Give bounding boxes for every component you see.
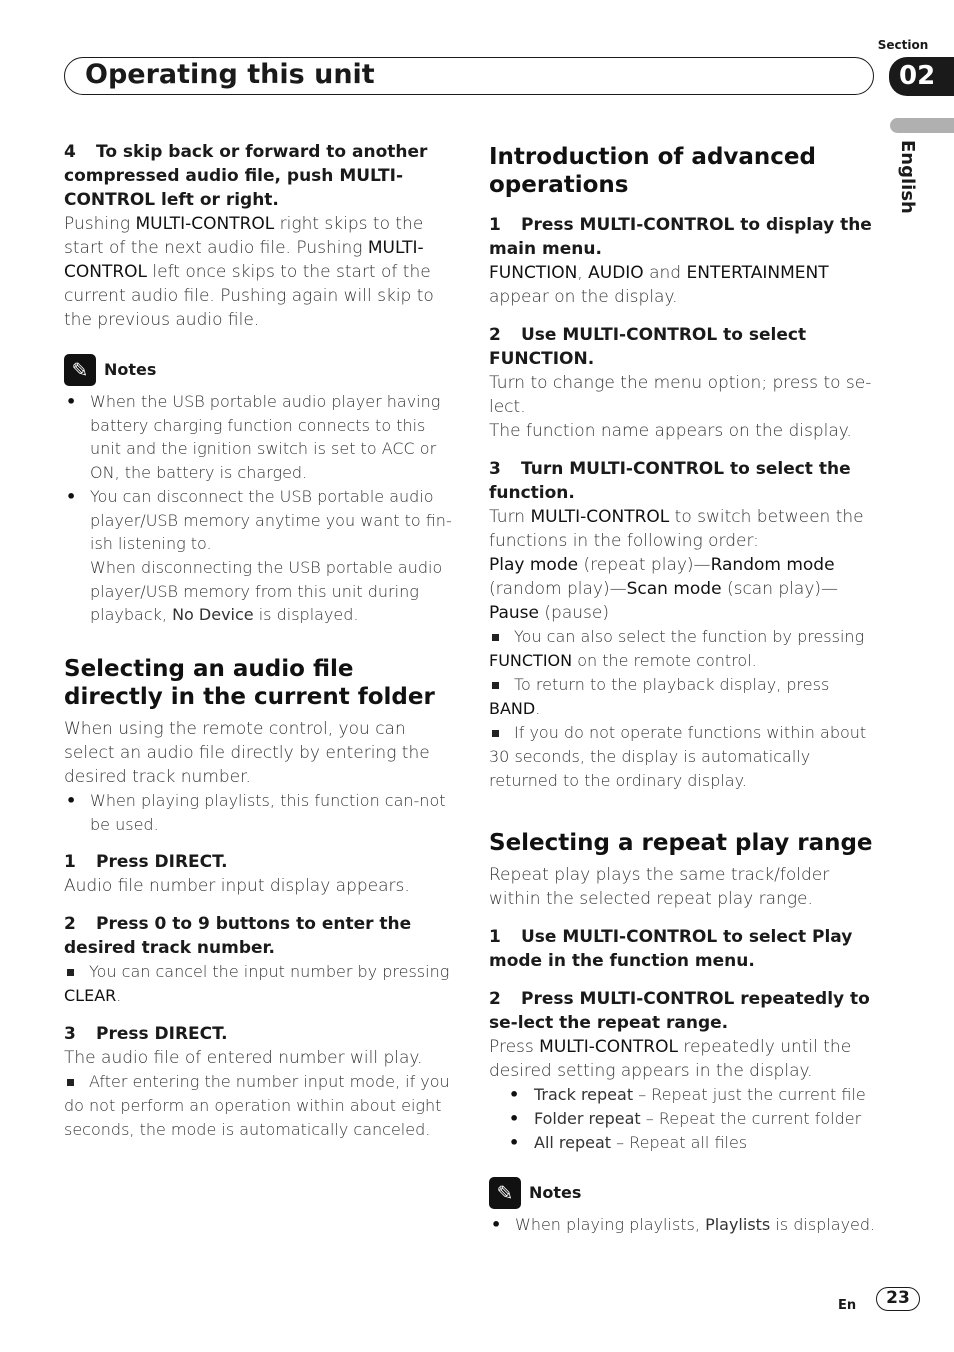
- bold-term: BAND: [489, 699, 536, 718]
- step-number: 3: [489, 459, 501, 479]
- intro-bullet: • When playing playlists, this function can-not be used.: [64, 789, 454, 836]
- step-3-note: [489, 625, 879, 673]
- step-1-body: [489, 261, 879, 309]
- step-text: Use MULTI-CONTROL to select FUNCTION.: [489, 325, 807, 369]
- text-run: is displayed.: [770, 1215, 876, 1234]
- text-run: left once skips to the start of the current audio file. Pushing again will skip to the previous audio file.: [64, 262, 434, 330]
- section-intro: Repeat play plays the same track/folder within the selected repeat play range.: [489, 865, 830, 909]
- step-1-body: Audio file number input display appears.: [64, 876, 410, 897]
- option-desc: – Repeat all files: [611, 1133, 748, 1152]
- step-2: [64, 912, 454, 960]
- step-1: [489, 925, 879, 973]
- text-run: (scan play)—: [721, 579, 839, 599]
- bold-term: Scan mode: [626, 579, 722, 599]
- option-desc: – Repeat just the current file: [633, 1085, 866, 1104]
- text-run: Turn: [489, 507, 531, 527]
- repeat-option: [489, 1083, 879, 1107]
- title-bar: [64, 57, 874, 95]
- text-run: (random play)—: [489, 579, 627, 599]
- step-2-body: Turn to change the menu option; press to se-lect.: [489, 373, 872, 417]
- step-2-body: [489, 1035, 879, 1083]
- bold-term: MULTI-CONTROL: [530, 507, 670, 527]
- text-run: repeatedly until the desired setting appears in the display.: [489, 1037, 852, 1081]
- text-run: To return to the playback display, press: [514, 675, 830, 694]
- language-label: English: [897, 140, 918, 214]
- text-run: Pushing: [64, 214, 136, 234]
- repeat-option: [489, 1131, 879, 1155]
- page-title: Operating this unit: [85, 59, 375, 90]
- bold-term: MULTI-CONTROL: [135, 214, 275, 234]
- language-tab: [890, 118, 954, 133]
- bold-term: Playlists: [705, 1215, 771, 1234]
- page-number: 23: [876, 1287, 920, 1311]
- text-run: When playing playlists,: [515, 1215, 706, 1234]
- text-run: You can also select the function by pressing: [514, 627, 865, 646]
- option-name: Folder repeat: [534, 1109, 641, 1128]
- notes-header: [489, 1177, 879, 1209]
- pencil-note-icon: ✎: [64, 354, 96, 386]
- bold-term: MULTI-CONTROL: [64, 238, 424, 282]
- repeat-option: [489, 1107, 879, 1131]
- step-4-body: [64, 212, 454, 332]
- text-run: appear on the display.: [489, 287, 678, 307]
- note-item: • When the USB portable audio player having battery charging function connects to this unit and the ignition switch is set to ACC or ON, the battery is charged.: [64, 390, 454, 485]
- note-item: • You can disconnect the USB portable audio player/USB memory anytime you want to fin-ish listening to.: [64, 485, 454, 556]
- note-item-continued: [64, 556, 454, 627]
- step-1: [64, 850, 454, 874]
- step-3: [64, 1022, 454, 1046]
- step-number: 1: [489, 215, 501, 235]
- option-desc: – Repeat the current folder: [640, 1109, 862, 1128]
- notes-title: Notes: [529, 1183, 582, 1202]
- step-2-note: [64, 960, 454, 1008]
- note-item: [489, 1213, 879, 1237]
- step-text: Use MULTI-CONTROL to select Play mode in the function menu.: [489, 927, 853, 971]
- footer-language: En: [838, 1298, 857, 1313]
- bold-term: No Device: [172, 605, 254, 625]
- bold-term: CLEAR: [64, 986, 117, 1006]
- step-2: [489, 323, 879, 371]
- text-run: (repeat play)—: [578, 555, 711, 575]
- step-4: [64, 140, 454, 212]
- bold-term: AUDIO: [588, 263, 644, 283]
- section-number: 02: [889, 57, 954, 96]
- bold-term: Play mode: [489, 555, 579, 575]
- text-run: (pause): [539, 603, 609, 623]
- text-run: and: [643, 263, 687, 283]
- bold-term: ENTERTAINMENT: [686, 263, 829, 283]
- left-column: [64, 140, 454, 1142]
- step-text: Turn MULTI-CONTROL to select the function.: [489, 459, 851, 503]
- text-run: Press: [489, 1037, 540, 1057]
- notes-title: Notes: [104, 360, 157, 379]
- step-2-body: The function name appears on the display.: [489, 421, 852, 441]
- step-3-note: [489, 673, 879, 721]
- section-heading: Selecting a repeat play range: [489, 830, 873, 856]
- step-number: 1: [64, 852, 76, 873]
- step-2: [489, 987, 879, 1035]
- notes-header: [64, 354, 454, 386]
- function-order: [489, 553, 879, 625]
- bold-term: MULTI-CONTROL: [539, 1037, 678, 1057]
- step-number: 2: [64, 914, 76, 935]
- step-text: To skip back or forward to another compressed audio file, push MULTI-CONTROL left or right.: [64, 142, 428, 210]
- bold-term: FUNCTION: [489, 651, 573, 670]
- step-text: Press 0 to 9 buttons to enter the desired track number.: [64, 914, 412, 959]
- section-label: Section: [877, 38, 929, 52]
- text-run: on the remote control.: [572, 651, 757, 670]
- step-text: Press MULTI-CONTROL to display the main menu.: [489, 215, 872, 259]
- bold-term: Random mode: [710, 555, 835, 575]
- step-text: Press MULTI-CONTROL repeatedly to se-lect the repeat range.: [489, 989, 870, 1033]
- text-run: right skips to the start of the next audio file. Pushing: [64, 214, 424, 258]
- text-run: If you do not operate functions within about 30 seconds, the display is automatically returned to the ordinary display.: [489, 723, 867, 790]
- step-3-note: [489, 721, 879, 793]
- step-3-body: [489, 505, 879, 553]
- step-number: 4: [64, 142, 76, 162]
- step-number: 3: [64, 1024, 76, 1045]
- step-3: [489, 457, 879, 505]
- step-3-body: The audio file of entered number will play.: [64, 1048, 423, 1069]
- option-name: All repeat: [534, 1133, 612, 1152]
- option-name: Track repeat: [534, 1085, 634, 1104]
- step-text: Press DIRECT.: [96, 852, 228, 873]
- step-text: Press DIRECT.: [96, 1024, 228, 1045]
- step-3-note: After entering the number input mode, if you do not perform an operation within about eight seconds, the mode is automatically canceled.: [64, 1070, 454, 1142]
- text-run: You can cancel the input number by pressing: [89, 962, 450, 982]
- text-run: .: [535, 699, 541, 718]
- section-heading: Introduction of advanced operations: [489, 144, 816, 198]
- section-heading: Selecting an audio file directly in the current folder: [64, 656, 435, 711]
- right-column: [489, 143, 879, 1237]
- section-intro: When using the remote control, you can select an audio file directly by entering the desired track number.: [64, 719, 430, 788]
- bold-term: Pause: [489, 603, 539, 623]
- text-run: is displayed.: [253, 605, 359, 625]
- step-number: 1: [489, 927, 501, 947]
- text-run: .: [116, 986, 122, 1006]
- step-1: [489, 213, 879, 261]
- pencil-note-icon: ✎: [489, 1177, 521, 1209]
- text-run: to switch between the functions in the following order:: [489, 507, 864, 551]
- bold-term: FUNCTION: [489, 263, 578, 283]
- step-number: 2: [489, 325, 501, 345]
- step-number: 2: [489, 989, 501, 1009]
- text-run: When disconnecting the USB portable audio player/USB memory from this unit during playback,: [90, 557, 443, 625]
- text-run: ,: [577, 263, 589, 283]
